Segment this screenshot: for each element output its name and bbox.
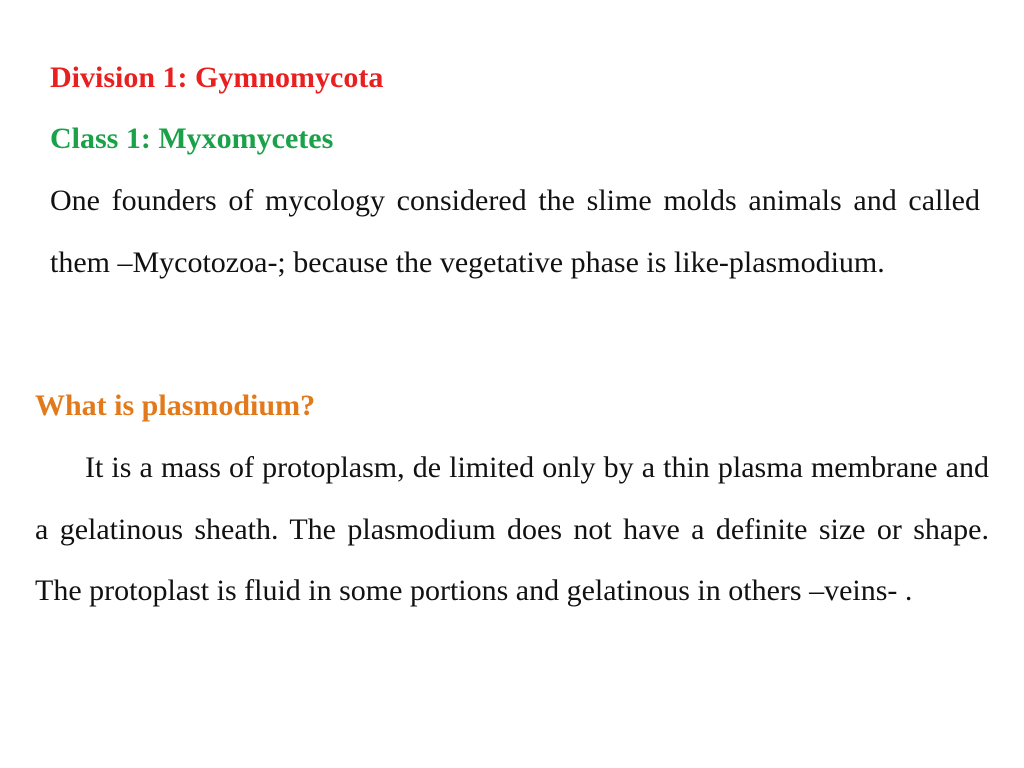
question-heading: What is plasmodium?	[35, 389, 316, 422]
answer-paragraph: It is a mass of protoplasm, de limited only by a thin plasma membrane and a gelatinous sheath. The plasmodium does not have a definite size or shape. The protoplast is fluid in some portions and gelatinous in others ‒veins- .	[35, 451, 989, 607]
class-heading: Class 1: Myxomycetes	[50, 122, 334, 155]
division-heading: Division 1: Gymnomycota	[50, 61, 384, 94]
intro-paragraph: One founders of mycology considered the slime molds animals and called them ‒Mycotozoa-; because the vegetative phase is like-plasmodium.	[50, 184, 980, 279]
